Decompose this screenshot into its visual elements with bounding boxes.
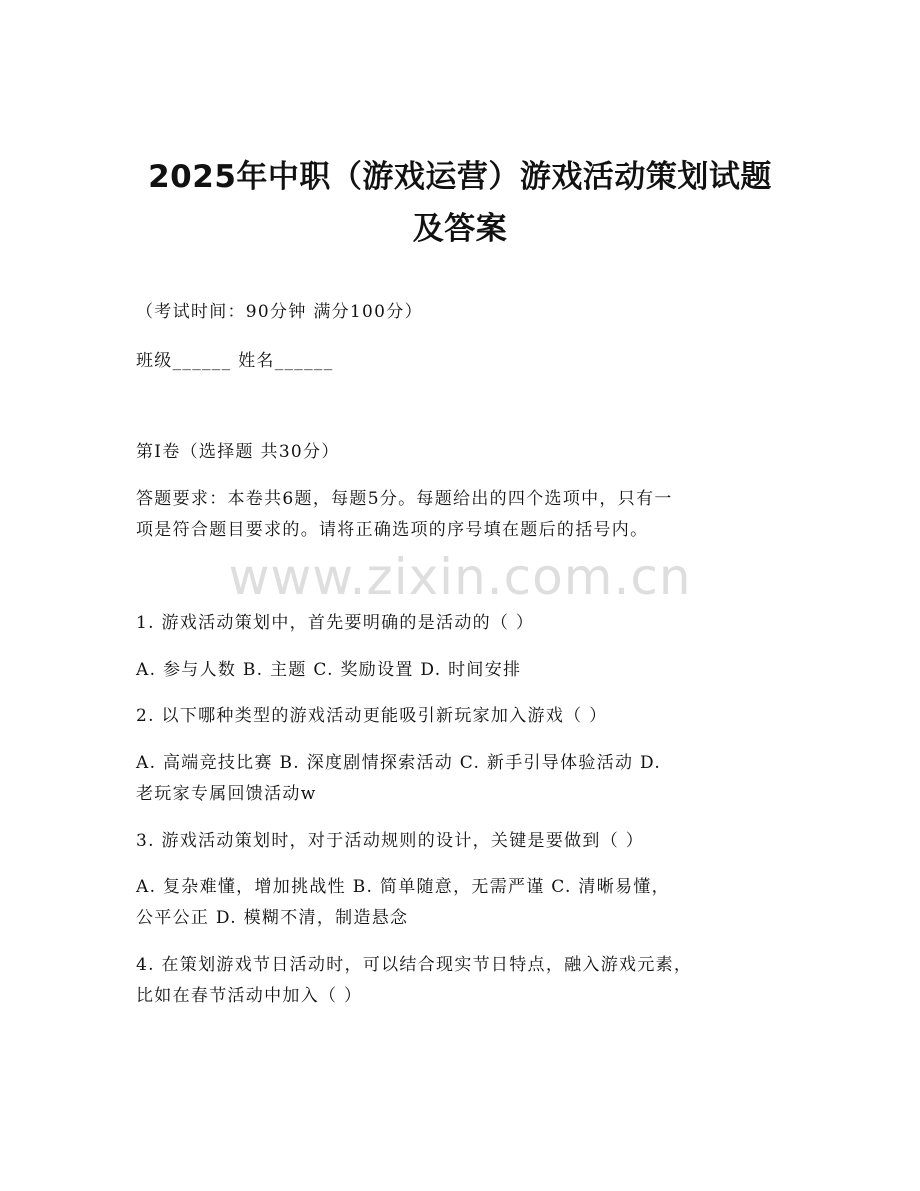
question-3-options: A. 复杂难懂，增加挑战性 B. 简单随意，无需严谨 C. 清晰易懂， xyxy=(136,877,670,897)
question-4-stem-continued: 比如在春节活动中加入（ ） xyxy=(136,986,363,1006)
document-title: 2025年中职（游戏运营）游戏活动策划试题 xyxy=(148,159,772,195)
section-heading: 第I卷（选择题 共30分） xyxy=(136,442,340,462)
question-2-options: A. 高端竞技比赛 B. 深度剧情探索活动 C. 新手引导体验活动 D. xyxy=(136,753,662,773)
question-4-stem: 4. 在策划游戏节日活动时，可以结合现实节日特点，融入游戏元素， xyxy=(136,955,693,975)
question-1-stem: 1. 游戏活动策划中，首先要明确的是活动的（ ） xyxy=(136,613,535,633)
watermark: www.zixin.com.cn xyxy=(228,548,692,606)
exam-info: （考试时间：90分钟 满分100分） xyxy=(136,302,423,322)
question-1-options: A. 参与人数 B. 主题 C. 奖励设置 D. 时间安排 xyxy=(136,660,522,680)
question-2-options-continued: 老玩家专属回馈活动w xyxy=(136,784,317,804)
instructions-line: 答题要求：本卷共6题，每题5分。每题给出的四个选项中，只有一 xyxy=(136,489,673,509)
name-fields: 班级______ 姓名______ xyxy=(136,351,334,371)
question-3-options-continued: 公平公正 D. 模糊不清，制造悬念 xyxy=(136,908,409,928)
document-title-continued: 及答案 xyxy=(412,211,508,247)
question-2-stem: 2. 以下哪种类型的游戏活动更能吸引新玩家加入游戏（ ） xyxy=(136,706,608,726)
question-3-stem: 3. 游戏活动策划时，对于活动规则的设计，关键是要做到（ ） xyxy=(136,831,645,851)
instructions-line: 项是符合题目要求的。请将正确选项的序号填在题后的括号内。 xyxy=(136,520,649,540)
